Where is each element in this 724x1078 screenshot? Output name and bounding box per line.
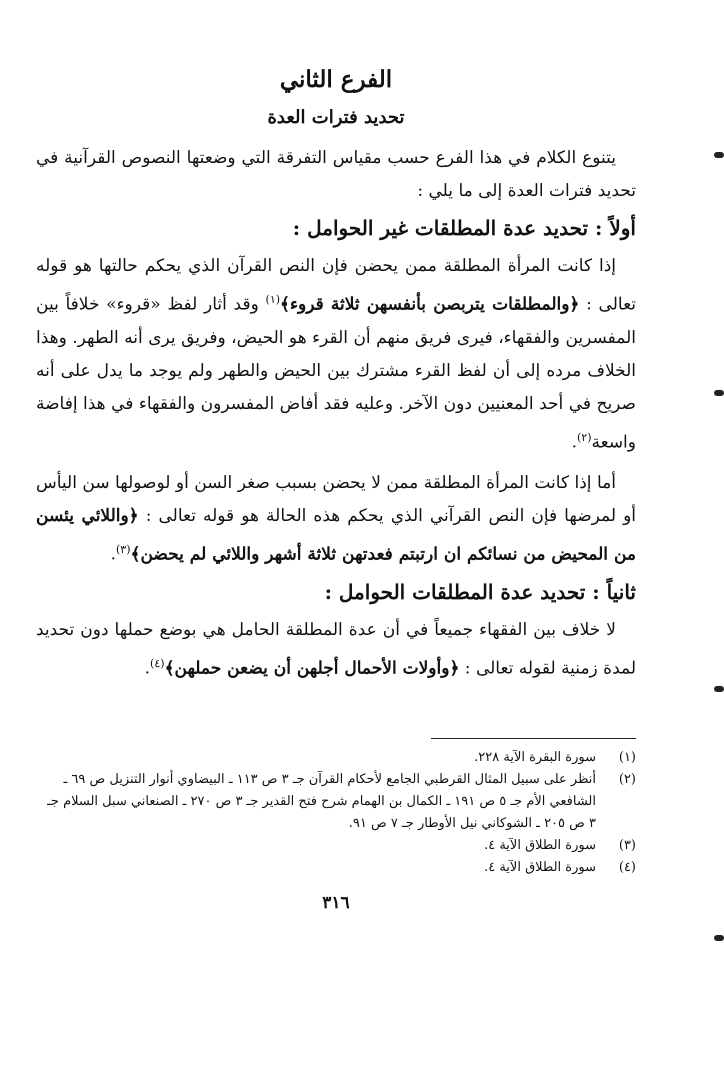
section2-title: ثانياً : تحديد عدة المطلقات الحوامل :: [324, 579, 636, 604]
footnote-ref: (٣): [116, 543, 131, 557]
margin-mark: [714, 390, 724, 396]
footnote-ref: (١): [265, 293, 281, 306]
footnote: (٢) أنظر على سبيل المثال القرطبي الجامع لأحكام القرآن جـ ٣ ص ١١٣ ـ البيضاوي أنوار التنزيل ص ٦٩ ـ الشافعي الأم جـ ٥ ص ١٩١ ـ الكمال بن الهمام شرح فتح القدير جـ ٣ ص ٢٧٠ ـ الصنعاني سبل السلام جـ ٣ ص ٢٠٥ ـ الشوكاني نيل الأوطار جـ ٧ ص ٩١.: [47, 771, 636, 831]
margin-mark: [714, 152, 724, 158]
footnote: (٤) سورة الطلاق الآية ٤.: [484, 859, 636, 875]
footnote: (٣) سورة الطلاق الآية ٤.: [484, 837, 636, 853]
section1-paragraph2: أما إذا كانت المرأة المطلقة ممن لا يحضن بسبب صغر السن أو لوصولها سن اليأس أو لمرضها فإن النص القرآني الذي يحكم هذه الحالة هو قوله تعالى : ﴿واللائي يئسن من المحيض من نسائكم ان ارتبتم فعدتهن ثلاثة أشهر واللائي لم يحضن﴾$^{(٣)}$.: [36, 473, 636, 565]
footnote-ref: (٢): [576, 430, 592, 444]
quran-quote: ﴿والمطلقات يتربصن بأنفسهن ثلاثة قروء﴾: [280, 294, 580, 315]
margin-mark: [714, 935, 724, 941]
section1-paragraph1: إذا كانت المرأة المطلقة ممن يحضن فإن النص القرآن الذي يحكم حالتها هو قوله تعالى : ﴿والمطلقات يتربصن بأنفسهن ثلاثة قروء﴾$^{(١)}$ وقد أثار لفظ «قروء» خلافاً بين المفسرين والفقهاء، فيرى فريق منهم أن القرء هو الحيض، وفريق يرى أنه الطهر. وهذا الخلاف مرده إلى أن لفظ القرء مشترك بين الحيض والطهر ولم يوجد ما يدل على أنه صريح في أحد المعنيين دون الآخر. وعليه فقد أفاض المفسرون والفقهاء في هذا إفاضة واسعة$^{(٢)}$.: [36, 256, 637, 453]
footnote-divider: [431, 738, 636, 739]
section1-title: أولاً : تحديد عدة المطلقات غير الحوامل :: [292, 216, 636, 240]
intro-paragraph: يتنوع الكلام في هذا الفرع حسب مقياس التفرقة التي وضعتها النصوص القرآنية في تحديد فترات العدة إلى ما يلي :: [36, 148, 636, 201]
chapter-heading: الفرع الثاني: [279, 66, 393, 93]
quran-quote: ﴿وأولات الأحمال أجلهن أن يضعن حملهن﴾: [164, 658, 460, 679]
quran-quote: ﴿واللائي يئسن من المحيض من نسائكم ان ارتبتم فعدتهن ثلاثة أشهر واللائي لم يحضن﴾: [36, 506, 636, 565]
page-body: [36, 66, 636, 913]
section2-paragraph1: لا خلاف بين الفقهاء جميعاً في أن عدة المطلقة الحامل هي بوضع حملها دون تحديد لمدة زمنية لقوله تعالى : ﴿وأولات الأحمال أجلهن أن يضعن حملهن﴾$^{(٤)}$.: [36, 619, 636, 679]
footnote: (١) سورة البقرة الآية ٢٢٨.: [474, 749, 636, 765]
margin-mark: [714, 686, 724, 692]
footnote-ref: (٤): [150, 656, 165, 670]
page-number: ٣١٦: [322, 892, 350, 913]
section-subheading: تحديد فترات العدة: [267, 107, 405, 128]
